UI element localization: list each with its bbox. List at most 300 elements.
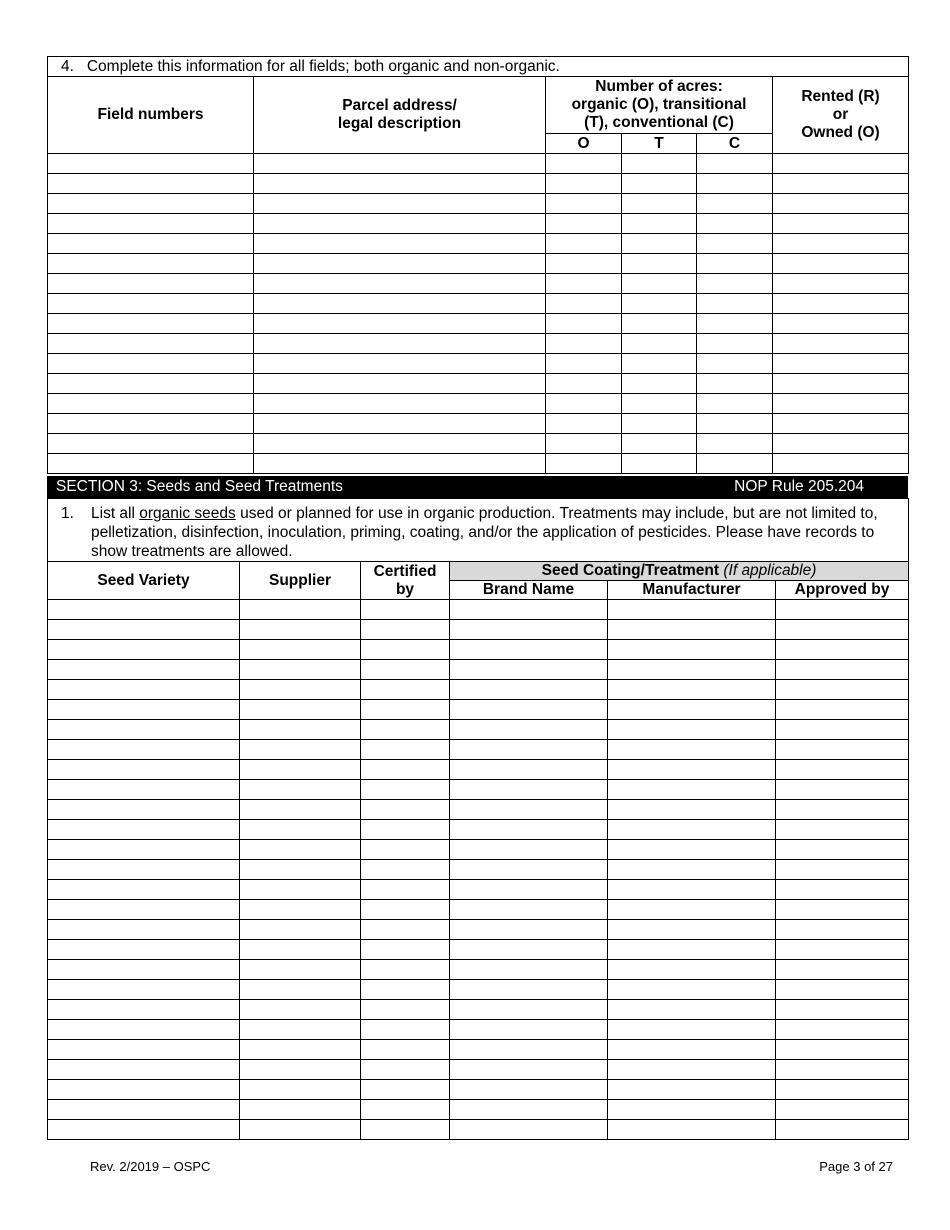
fields-table-entry-cell[interactable] — [773, 374, 909, 394]
fields-table-entry-cell[interactable] — [773, 274, 909, 294]
seeds-table-entry-cell[interactable] — [776, 740, 909, 760]
seeds-table-entry-cell[interactable] — [776, 1000, 909, 1020]
seeds-table-entry-cell[interactable] — [240, 860, 361, 880]
fields-table-entry-cell[interactable] — [622, 354, 697, 374]
seeds-table-entry-cell[interactable] — [450, 640, 608, 660]
seeds-table-entry-cell[interactable] — [450, 860, 608, 880]
fields-table-entry-cell[interactable] — [254, 274, 546, 294]
seeds-table-entry-cell[interactable] — [776, 1060, 909, 1080]
fields-table-entry-cell[interactable] — [697, 154, 773, 174]
seeds-table-entry-cell[interactable] — [450, 780, 608, 800]
fields-table-entry-cell[interactable] — [254, 394, 546, 414]
seeds-table-entry-cell[interactable] — [361, 860, 450, 880]
fields-table-entry-cell[interactable] — [773, 214, 909, 234]
seeds-table-entry-cell[interactable] — [608, 840, 776, 860]
fields-table-entry-cell[interactable] — [773, 194, 909, 214]
fields-table-entry-cell[interactable] — [546, 274, 622, 294]
header-approved-by: Approved by — [776, 581, 909, 600]
seeds-table-entry-cell[interactable] — [240, 900, 361, 920]
fields-table-entry-cell[interactable] — [546, 414, 622, 434]
seeds-table — [47, 498, 909, 1140]
fields-table-entry-cell[interactable] — [48, 274, 254, 294]
seeds-table-entry-cell[interactable] — [361, 680, 450, 700]
seeds-table-entry-cell[interactable] — [608, 820, 776, 840]
seeds-table-entry-cell[interactable] — [608, 700, 776, 720]
seeds-table-row — [48, 1000, 909, 1020]
seeds-table-entry-cell[interactable] — [240, 1080, 361, 1100]
fields-table-entry-cell[interactable] — [546, 214, 622, 234]
seeds-table-entry-cell[interactable] — [240, 600, 361, 620]
seeds-table-entry-cell[interactable] — [48, 960, 240, 980]
seeds-table-entry-cell[interactable] — [776, 600, 909, 620]
organic-seeds-underline: organic seeds — [139, 505, 236, 522]
fields-table-entry-cell[interactable] — [697, 294, 773, 314]
seeds-table-entry-cell[interactable] — [450, 980, 608, 1000]
seeds-item-number: 1. — [61, 505, 74, 522]
seeds-table-row — [48, 860, 909, 880]
seeds-table-row — [48, 700, 909, 720]
seeds-table-row — [48, 720, 909, 740]
seeds-table-entry-cell[interactable] — [450, 960, 608, 980]
fields-table-entry-cell[interactable] — [254, 334, 546, 354]
footer-page-number: Page 3 of 27 — [819, 1159, 893, 1174]
fields-table-entry-cell[interactable] — [48, 154, 254, 174]
seeds-table-entry-cell[interactable] — [361, 840, 450, 860]
seeds-table-entry-cell[interactable] — [450, 760, 608, 780]
seeds-table-entry-cell[interactable] — [776, 1020, 909, 1040]
fields-table-entry-cell[interactable] — [622, 294, 697, 314]
seeds-table-entry-cell[interactable] — [776, 760, 909, 780]
fields-table-entry-cell[interactable] — [773, 434, 909, 454]
seeds-table-entry-cell[interactable] — [450, 1060, 608, 1080]
seeds-table-entry-cell[interactable] — [776, 900, 909, 920]
seeds-table-entry-cell[interactable] — [48, 1100, 240, 1120]
seeds-table-entry-cell[interactable] — [361, 920, 450, 940]
seeds-table-entry-cell[interactable] — [361, 1060, 450, 1080]
seeds-table-entry-cell[interactable] — [240, 1100, 361, 1120]
seeds-table-entry-cell[interactable] — [608, 1120, 776, 1140]
seeds-table-entry-cell[interactable] — [450, 1000, 608, 1020]
seeds-table-entry-cell[interactable] — [776, 640, 909, 660]
fields-table — [47, 56, 909, 474]
seeds-table-entry-cell[interactable] — [776, 1120, 909, 1140]
fields-table-entry-cell[interactable] — [254, 434, 546, 454]
seeds-table-entry-cell[interactable] — [361, 700, 450, 720]
fields-table-entry-cell[interactable] — [622, 254, 697, 274]
seeds-table-entry-cell[interactable] — [361, 1080, 450, 1100]
seeds-table-entry-cell[interactable] — [361, 900, 450, 920]
fields-table-entry-cell[interactable] — [622, 214, 697, 234]
seeds-table-entry-cell[interactable] — [240, 980, 361, 1000]
fields-table-row — [48, 154, 909, 174]
seeds-table-entry-cell[interactable] — [450, 620, 608, 640]
seeds-table-entry-cell[interactable] — [240, 800, 361, 820]
seeds-table-entry-cell[interactable] — [450, 720, 608, 740]
fields-table-row — [48, 394, 909, 414]
fields-table-entry-cell[interactable] — [773, 174, 909, 194]
seeds-table-entry-cell[interactable] — [608, 720, 776, 740]
seeds-table-entry-cell[interactable] — [608, 900, 776, 920]
seeds-table-row — [48, 1040, 909, 1060]
fields-table-entry-cell[interactable] — [48, 354, 254, 374]
fields-table-entry-cell[interactable] — [48, 414, 254, 434]
seeds-table-entry-cell[interactable] — [361, 1040, 450, 1060]
fields-table-entry-cell[interactable] — [48, 194, 254, 214]
seeds-table-entry-cell[interactable] — [450, 820, 608, 840]
seeds-table-entry-cell[interactable] — [608, 860, 776, 880]
seeds-table-entry-cell[interactable] — [361, 640, 450, 660]
fields-table-entry-cell[interactable] — [546, 194, 622, 214]
seeds-table-entry-cell[interactable] — [776, 720, 909, 740]
seeds-table-entry-cell[interactable] — [450, 740, 608, 760]
seeds-table-entry-cell[interactable] — [48, 880, 240, 900]
seeds-table-entry-cell[interactable] — [776, 780, 909, 800]
seeds-table-row — [48, 740, 909, 760]
fields-table-entry-cell[interactable] — [773, 394, 909, 414]
seeds-table-entry-cell[interactable] — [240, 920, 361, 940]
seeds-table-entry-cell[interactable] — [48, 600, 240, 620]
seeds-table-entry-cell[interactable] — [48, 720, 240, 740]
fields-table-entry-cell[interactable] — [254, 174, 546, 194]
fields-table-entry-cell[interactable] — [254, 314, 546, 334]
seeds-table-entry-cell[interactable] — [361, 740, 450, 760]
seeds-table-entry-cell[interactable] — [776, 660, 909, 680]
seeds-table-entry-cell[interactable] — [776, 980, 909, 1000]
seeds-table-entry-cell[interactable] — [240, 740, 361, 760]
fields-table-entry-cell[interactable] — [622, 154, 697, 174]
seeds-table-entry-cell[interactable] — [240, 700, 361, 720]
seeds-table-entry-cell[interactable] — [48, 660, 240, 680]
seeds-table-entry-cell[interactable] — [450, 1020, 608, 1040]
seeds-table-entry-cell[interactable] — [608, 940, 776, 960]
fields-table-entry-cell[interactable] — [622, 414, 697, 434]
fields-table-entry-cell[interactable] — [546, 354, 622, 374]
seeds-table-row — [48, 920, 909, 940]
seeds-table-entry-cell[interactable] — [450, 1080, 608, 1100]
fields-table-entry-cell[interactable] — [546, 234, 622, 254]
fields-table-entry-cell[interactable] — [546, 254, 622, 274]
seeds-table-entry-cell[interactable] — [776, 1100, 909, 1120]
fields-table-entry-cell[interactable] — [254, 154, 546, 174]
seeds-table-entry-cell[interactable] — [608, 980, 776, 1000]
seeds-instructions — [48, 499, 909, 562]
fields-table-entry-cell[interactable] — [697, 194, 773, 214]
seeds-table-entry-cell[interactable] — [240, 620, 361, 640]
instr-text-after: used or planned for use in organic production. Treatments may include, but are not limited to, pelletization, disinfection, inoculation, priming, coating, and/or the application of pesticides. Please have records to show treatments are allowed. — [91, 505, 878, 560]
seeds-table-row — [48, 880, 909, 900]
seeds-table-entry-cell[interactable] — [48, 840, 240, 860]
seeds-table-entry-cell[interactable] — [48, 820, 240, 840]
section3-title: SECTION 3: Seeds and Seed Treatments — [56, 478, 343, 495]
seeds-table-entry-cell[interactable] — [450, 840, 608, 860]
fields-table-entry-cell[interactable] — [546, 294, 622, 314]
fields-table-entry-cell[interactable] — [48, 454, 254, 474]
seeds-table-entry-cell[interactable] — [608, 1100, 776, 1120]
seeds-table-entry-cell[interactable] — [240, 1040, 361, 1060]
seeds-table-entry-cell[interactable] — [776, 1080, 909, 1100]
seeds-table-entry-cell[interactable] — [776, 840, 909, 860]
fields-table-entry-cell[interactable] — [697, 394, 773, 414]
seeds-table-entry-cell[interactable] — [48, 860, 240, 880]
seeds-table-row — [48, 1120, 909, 1140]
seeds-table-entry-cell[interactable] — [608, 740, 776, 760]
seeds-table-entry-cell[interactable] — [776, 880, 909, 900]
fields-table-entry-cell[interactable] — [773, 234, 909, 254]
seeds-table-entry-cell[interactable] — [361, 660, 450, 680]
seeds-table-entry-cell[interactable] — [240, 1000, 361, 1020]
seeds-table-entry-cell[interactable] — [450, 700, 608, 720]
fields-table-entry-cell[interactable] — [622, 434, 697, 454]
seeds-table-entry-cell[interactable] — [240, 940, 361, 960]
fields-table-entry-cell[interactable] — [48, 174, 254, 194]
seeds-table-entry-cell[interactable] — [776, 920, 909, 940]
fields-table-entry-cell[interactable] — [546, 174, 622, 194]
header-col-o: O — [546, 134, 622, 154]
seeds-table-body — [48, 600, 909, 1140]
seeds-table-entry-cell[interactable] — [48, 700, 240, 720]
fields-table-entry-cell[interactable] — [48, 334, 254, 354]
seeds-table-entry-cell[interactable] — [240, 660, 361, 680]
fields-table-entry-cell[interactable] — [48, 294, 254, 314]
fields-table-entry-cell[interactable] — [773, 334, 909, 354]
seeds-table-entry-cell[interactable] — [608, 680, 776, 700]
fields-table-row — [48, 314, 909, 334]
seeds-table-entry-cell[interactable] — [48, 1000, 240, 1020]
seeds-table-entry-cell[interactable] — [361, 1020, 450, 1040]
fields-table-entry-cell[interactable] — [48, 394, 254, 414]
fields-table-entry-cell[interactable] — [48, 234, 254, 254]
fields-table-row — [48, 334, 909, 354]
seeds-table-entry-cell[interactable] — [608, 920, 776, 940]
seeds-table-entry-cell[interactable] — [361, 780, 450, 800]
seeds-table-entry-cell[interactable] — [48, 640, 240, 660]
fields-table-entry-cell[interactable] — [48, 374, 254, 394]
seeds-table-entry-cell[interactable] — [361, 940, 450, 960]
fields-table-entry-cell[interactable] — [48, 254, 254, 274]
seeds-table-entry-cell[interactable] — [240, 960, 361, 980]
fields-table-entry-cell[interactable] — [546, 154, 622, 174]
seeds-table-entry-cell[interactable] — [450, 880, 608, 900]
fields-table-entry-cell[interactable] — [254, 194, 546, 214]
fields-table-entry-cell[interactable] — [773, 314, 909, 334]
seeds-table-entry-cell[interactable] — [450, 680, 608, 700]
fields-table-entry-cell[interactable] — [622, 334, 697, 354]
fields-table-entry-cell[interactable] — [622, 274, 697, 294]
seeds-table-entry-cell[interactable] — [450, 900, 608, 920]
fields-table-entry-cell[interactable] — [254, 214, 546, 234]
seeds-table-entry-cell[interactable] — [240, 760, 361, 780]
fields-table-entry-cell[interactable] — [48, 314, 254, 334]
fields-table-entry-cell[interactable] — [697, 254, 773, 274]
seeds-table-entry-cell[interactable] — [48, 620, 240, 640]
seeds-table-entry-cell[interactable] — [776, 860, 909, 880]
seeds-table-entry-cell[interactable] — [240, 720, 361, 740]
fields-table-entry-cell[interactable] — [773, 154, 909, 174]
fields-table-entry-cell[interactable] — [697, 454, 773, 474]
seeds-table-entry-cell[interactable] — [361, 1120, 450, 1140]
seeds-table-entry-cell[interactable] — [48, 920, 240, 940]
fields-table-entry-cell[interactable] — [622, 234, 697, 254]
fields-table-entry-cell[interactable] — [254, 294, 546, 314]
seeds-table-entry-cell[interactable] — [240, 820, 361, 840]
seeds-table-entry-cell[interactable] — [608, 1080, 776, 1100]
seeds-table-entry-cell[interactable] — [48, 680, 240, 700]
seeds-table-row — [48, 780, 909, 800]
fields-table-row — [48, 294, 909, 314]
seeds-table-entry-cell[interactable] — [776, 960, 909, 980]
seeds-table-entry-cell[interactable] — [361, 600, 450, 620]
fields-table-entry-cell[interactable] — [546, 334, 622, 354]
fields-table-entry-cell[interactable] — [622, 314, 697, 334]
seeds-table-row — [48, 1080, 909, 1100]
seeds-table-entry-cell[interactable] — [450, 940, 608, 960]
seeds-table-entry-cell[interactable] — [450, 660, 608, 680]
seeds-table-entry-cell[interactable] — [361, 820, 450, 840]
seeds-table-entry-cell[interactable] — [48, 900, 240, 920]
seeds-table-entry-cell[interactable] — [361, 980, 450, 1000]
fields-table-entry-cell[interactable] — [622, 454, 697, 474]
seeds-table-entry-cell[interactable] — [776, 1040, 909, 1060]
section3-header-bar — [47, 476, 908, 498]
fields-table-entry-cell[interactable] — [773, 254, 909, 274]
seeds-table-entry-cell[interactable] — [240, 1120, 361, 1140]
seeds-table-entry-cell[interactable] — [776, 700, 909, 720]
seeds-table-entry-cell[interactable] — [361, 800, 450, 820]
seeds-table-entry-cell[interactable] — [240, 680, 361, 700]
seeds-table-row — [48, 980, 909, 1000]
seeds-table-entry-cell[interactable] — [240, 1060, 361, 1080]
seeds-table-entry-cell[interactable] — [608, 1040, 776, 1060]
fields-table-entry-cell[interactable] — [697, 414, 773, 434]
seeds-table-entry-cell[interactable] — [776, 820, 909, 840]
header-brand-name: Brand Name — [450, 581, 608, 600]
seeds-table-entry-cell[interactable] — [608, 960, 776, 980]
seeds-table-entry-cell[interactable] — [361, 620, 450, 640]
seeds-table-entry-cell[interactable] — [776, 940, 909, 960]
seeds-table-entry-cell[interactable] — [776, 680, 909, 700]
seeds-table-entry-cell[interactable] — [48, 1080, 240, 1100]
seeds-table-entry-cell[interactable] — [361, 1000, 450, 1020]
fields-table-entry-cell[interactable] — [697, 374, 773, 394]
seeds-table-row — [48, 660, 909, 680]
seeds-table-entry-cell[interactable] — [608, 1020, 776, 1040]
seeds-table-entry-cell[interactable] — [450, 1100, 608, 1120]
fields-table-entry-cell[interactable] — [546, 394, 622, 414]
seeds-table-entry-cell[interactable] — [450, 920, 608, 940]
seeds-table-entry-cell[interactable] — [608, 620, 776, 640]
header-seed-variety: Seed Variety — [48, 562, 240, 600]
seeds-table-entry-cell[interactable] — [361, 720, 450, 740]
seeds-table-entry-cell[interactable] — [608, 1060, 776, 1080]
fields-table-entry-cell[interactable] — [546, 454, 622, 474]
seeds-table-entry-cell[interactable] — [450, 800, 608, 820]
fields-table-row — [48, 274, 909, 294]
seeds-table-entry-cell[interactable] — [361, 880, 450, 900]
fields-table-entry-cell[interactable] — [546, 314, 622, 334]
seeds-table-entry-cell[interactable] — [48, 760, 240, 780]
fields-table-entry-cell[interactable] — [254, 454, 546, 474]
fields-table-entry-cell[interactable] — [697, 274, 773, 294]
seeds-table-entry-cell[interactable] — [776, 800, 909, 820]
seeds-table-entry-cell[interactable] — [450, 600, 608, 620]
fields-table-entry-cell[interactable] — [254, 254, 546, 274]
seeds-table-entry-cell[interactable] — [48, 740, 240, 760]
fields-table-entry-cell[interactable] — [48, 434, 254, 454]
fields-table-entry-cell[interactable] — [773, 294, 909, 314]
seeds-table-entry-cell[interactable] — [240, 880, 361, 900]
seeds-table-entry-cell[interactable] — [608, 800, 776, 820]
seeds-table-entry-cell[interactable] — [608, 660, 776, 680]
seeds-table-entry-cell[interactable] — [48, 1020, 240, 1040]
seeds-table-row — [48, 960, 909, 980]
seeds-table-entry-cell[interactable] — [608, 780, 776, 800]
header-col-t: T — [622, 134, 697, 154]
seeds-table-entry-cell[interactable] — [240, 1020, 361, 1040]
seeds-table-entry-cell[interactable] — [361, 760, 450, 780]
seeds-table-entry-cell[interactable] — [48, 1120, 240, 1140]
seeds-table-entry-cell[interactable] — [48, 1040, 240, 1060]
seeds-table-entry-cell[interactable] — [240, 840, 361, 860]
fields-table-entry-cell[interactable] — [773, 354, 909, 374]
seeds-table-entry-cell[interactable] — [608, 600, 776, 620]
fields-table-row — [48, 254, 909, 274]
fields-table-entry-cell[interactable] — [697, 234, 773, 254]
fields-table-entry-cell[interactable] — [622, 194, 697, 214]
fields-question-text: Complete this information for all fields; both organic and non-organic. — [86, 57, 560, 75]
seeds-table-entry-cell[interactable] — [608, 1000, 776, 1020]
seeds-table-entry-cell[interactable] — [240, 780, 361, 800]
seeds-table-entry-cell[interactable] — [48, 980, 240, 1000]
footer-revision: Rev. 2/2019 – OSPC — [90, 1159, 211, 1174]
seeds-table-entry-cell[interactable] — [608, 880, 776, 900]
seeds-table-entry-cell[interactable] — [48, 800, 240, 820]
fields-table-entry-cell[interactable] — [546, 434, 622, 454]
fields-table-entry-cell[interactable] — [697, 314, 773, 334]
header-supplier: Supplier — [240, 562, 361, 600]
fields-table-entry-cell[interactable] — [622, 374, 697, 394]
seeds-table-entry-cell[interactable] — [608, 760, 776, 780]
seeds-table-entry-cell[interactable] — [361, 1100, 450, 1120]
fields-table-entry-cell[interactable] — [773, 414, 909, 434]
seeds-table-row — [48, 820, 909, 840]
fields-table-entry-cell[interactable] — [697, 334, 773, 354]
header-rented-owned: Rented (R) or Owned (O) — [773, 77, 909, 154]
seeds-table-entry-cell[interactable] — [240, 640, 361, 660]
fields-table-entry-cell[interactable] — [697, 434, 773, 454]
fields-table-entry-cell[interactable] — [254, 414, 546, 434]
fields-table-entry-cell[interactable] — [48, 214, 254, 234]
seeds-table-entry-cell[interactable] — [776, 620, 909, 640]
fields-table-entry-cell[interactable] — [622, 174, 697, 194]
fields-table-entry-cell[interactable] — [622, 394, 697, 414]
seeds-table-entry-cell[interactable] — [361, 960, 450, 980]
fields-table-entry-cell[interactable] — [773, 454, 909, 474]
seeds-table-entry-cell[interactable] — [48, 1060, 240, 1080]
fields-table-entry-cell[interactable] — [546, 374, 622, 394]
seeds-table-entry-cell[interactable] — [48, 940, 240, 960]
fields-table-entry-cell[interactable] — [697, 214, 773, 234]
seeds-table-row — [48, 760, 909, 780]
seeds-table-entry-cell[interactable] — [450, 1040, 608, 1060]
fields-table-entry-cell[interactable] — [254, 234, 546, 254]
seeds-table-entry-cell[interactable] — [608, 640, 776, 660]
seeds-table-entry-cell[interactable] — [48, 780, 240, 800]
fields-table-entry-cell[interactable] — [254, 374, 546, 394]
fields-table-entry-cell[interactable] — [697, 354, 773, 374]
fields-table-entry-cell[interactable] — [697, 174, 773, 194]
seeds-table-entry-cell[interactable] — [450, 1120, 608, 1140]
fields-table-entry-cell[interactable] — [254, 354, 546, 374]
